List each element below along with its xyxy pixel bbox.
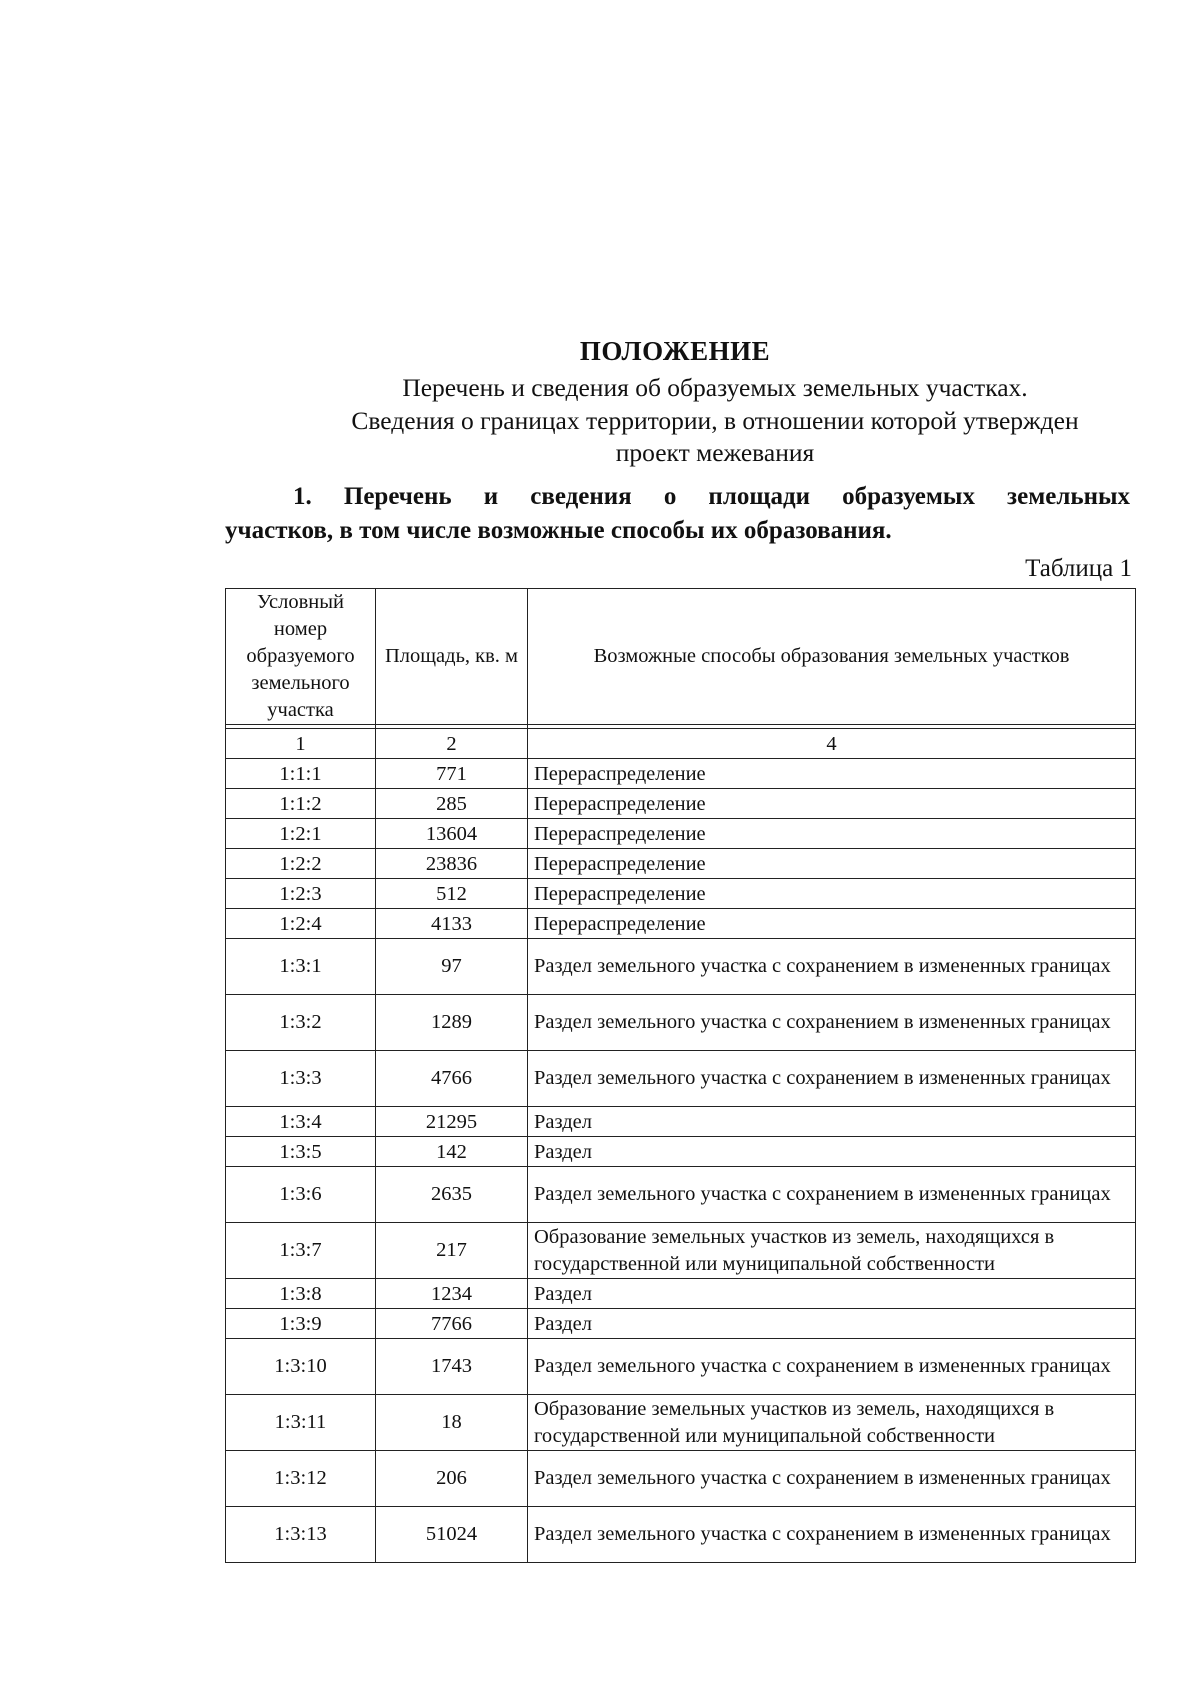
method-cell: Раздел земельного участка с сохранением в измененных границах [528,939,1136,995]
area-cell: 4133 [376,909,528,939]
table-row [226,1167,1136,1223]
plot-number-cell: 1:3:4 [226,1107,376,1137]
area-cell: 23836 [376,849,528,879]
area-cell: 217 [376,1223,528,1279]
plot-number-cell: 1:2:2 [226,849,376,879]
plot-number-cell: 1:3:13 [226,1507,376,1563]
section-heading-text: Перечень и сведения о площади образуемых земельных [343,483,1130,510]
method-cell: Раздел земельного участка с сохранением в измененных границах [528,1167,1136,1223]
table-row [226,1279,1136,1309]
method-cell: Раздел [528,1279,1136,1309]
table-row [226,1507,1136,1563]
area-cell: 1234 [376,1279,528,1309]
method-cell: Раздел [528,1137,1136,1167]
method-cell: Перераспределение [528,909,1136,939]
column-number: 2 [376,729,528,759]
method-cell: Перераспределение [528,759,1136,789]
table-row [226,1339,1136,1395]
table-row [226,1223,1136,1279]
subtitle-line-1: Перечень и сведения об образуемых земельных участках. [402,373,1028,402]
area-cell: 206 [376,1451,528,1507]
table-row [226,819,1136,849]
area-cell: 21295 [376,1107,528,1137]
area-cell: 7766 [376,1309,528,1339]
plot-number-cell: 1:3:3 [226,1051,376,1107]
plot-number-cell: 1:1:1 [226,759,376,789]
plot-number-cell: 1:3:9 [226,1309,376,1339]
method-cell: Раздел земельного участка с сохранением в измененных границах [528,1051,1136,1107]
area-cell: 1743 [376,1339,528,1395]
document-title: ПОЛОЖЕНИЕ [579,336,771,366]
header-plot-number: Условный номер образуемого земельного участка [226,589,376,725]
method-cell: Перераспределение [528,819,1136,849]
method-cell: Раздел земельного участка с сохранением в измененных границах [528,1451,1136,1507]
area-cell: 285 [376,789,528,819]
table-header-row [226,589,1136,725]
header-area: Площадь, кв. м [376,589,528,725]
method-cell: Перераспределение [528,879,1136,909]
plot-number-cell: 1:2:4 [226,909,376,939]
plot-number-cell: 1:3:12 [226,1451,376,1507]
area-cell: 771 [376,759,528,789]
column-numbers-row [226,729,1136,759]
method-cell: Раздел [528,1107,1136,1137]
table-row [226,1451,1136,1507]
method-cell: Перераспределение [528,849,1136,879]
area-cell: 51024 [376,1507,528,1563]
area-cell: 142 [376,1137,528,1167]
table-row [226,1107,1136,1137]
table-row [226,1309,1136,1339]
table-row [226,879,1136,909]
method-cell: Раздел [528,1309,1136,1339]
table-row [226,789,1136,819]
method-cell: Раздел земельного участка с сохранением в измененных границах [528,1339,1136,1395]
subtitle-line-2: Сведения о границах территории, в отношении которой утвержден [351,406,1079,435]
area-cell: 512 [376,879,528,909]
area-cell: 97 [376,939,528,995]
area-cell: 18 [376,1395,528,1451]
table-label: Таблица 1 [1025,555,1132,582]
method-cell: Образование земельных участков из земель, находящихся в государственной или муниципальной собственности [528,1395,1136,1451]
land-plots-table [225,588,1136,1563]
area-cell: 2635 [376,1167,528,1223]
table-row [226,909,1136,939]
plot-number-cell: 1:3:1 [226,939,376,995]
area-cell: 4766 [376,1051,528,1107]
table-row [226,759,1136,789]
method-cell: Раздел земельного участка с сохранением в измененных границах [528,995,1136,1051]
method-cell: Перераспределение [528,789,1136,819]
table-row [226,995,1136,1051]
table-row [226,1395,1136,1451]
plot-number-cell: 1:3:2 [226,995,376,1051]
table-row [226,939,1136,995]
plot-number-cell: 1:3:11 [226,1395,376,1451]
header-method: Возможные способы образования земельных участков [528,589,1136,725]
plot-number-cell: 1:3:5 [226,1137,376,1167]
table-row [226,1137,1136,1167]
plot-number-cell: 1:2:1 [226,819,376,849]
plot-number-cell: 1:3:8 [226,1279,376,1309]
section-heading-line-2: участков, в том числе возможные способы их образования. [225,517,892,544]
table-row [226,1051,1136,1107]
method-cell: Раздел земельного участка с сохранением в измененных границах [528,1507,1136,1563]
plot-number-cell: 1:1:2 [226,789,376,819]
column-number: 1 [226,729,376,759]
column-number: 4 [528,729,1136,759]
plot-number-cell: 1:3:10 [226,1339,376,1395]
section-number: 1. [293,483,312,510]
plot-number-cell: 1:3:6 [226,1167,376,1223]
plot-number-cell: 1:2:3 [226,879,376,909]
table-row [226,849,1136,879]
area-cell: 13604 [376,819,528,849]
table-body [226,759,1136,1563]
subtitle-line-3: проект межевания [615,438,815,467]
method-cell: Образование земельных участков из земель, находящихся в государственной или муниципальной собственности [528,1223,1136,1279]
plot-number-cell: 1:3:7 [226,1223,376,1279]
area-cell: 1289 [376,995,528,1051]
section-heading-line-1 [225,480,1130,513]
